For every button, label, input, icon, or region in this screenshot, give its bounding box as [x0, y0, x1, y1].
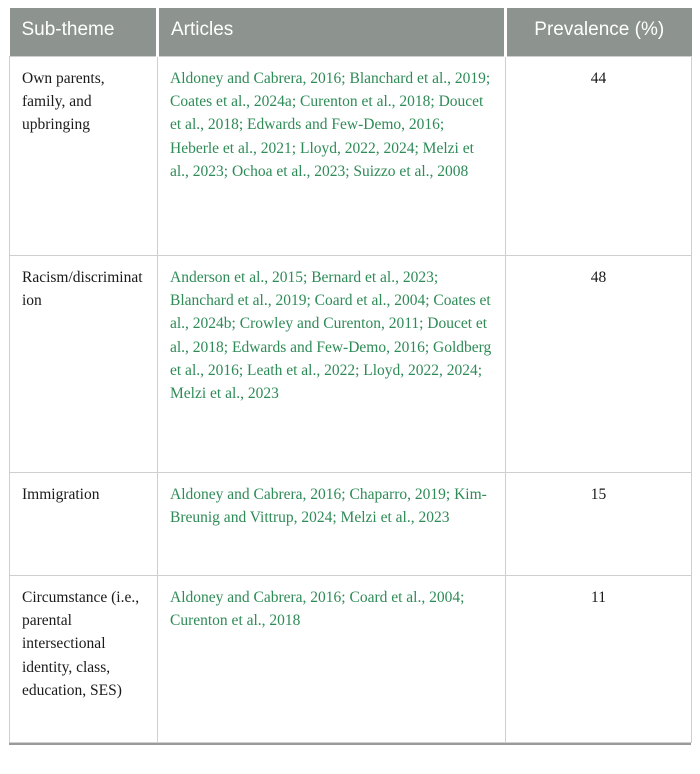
prevalence-cell: 48: [506, 255, 692, 472]
articles-cell: [158, 472, 506, 575]
table-header-row: [10, 8, 692, 56]
column-header-subtheme: Sub-theme: [10, 8, 158, 56]
articles-cell: [158, 255, 506, 472]
table-row: [10, 255, 692, 472]
articles-cell: [158, 575, 506, 742]
citation-links[interactable]: Aldoney and Cabrera, 2016; Coard et al., 2004; Curenton et al., 2018: [170, 588, 465, 629]
citation-links[interactable]: Anderson et al., 2015; Bernard et al., 2023; Blanchard et al., 2019; Coard et al., 2004; Coates et al., 2024b; Crowley and Curenton, 2011; Doucet et al., 2018; Edwards and Few-Demo, 2016; Goldberg et al., 2016; Leath et al., 2022; Lloyd, 2022, 2024; Melzi et al., 2023: [170, 268, 492, 402]
table-row: [10, 472, 692, 575]
subtheme-cell: Own parents, family, and upbringing: [10, 56, 158, 255]
prevalence-cell: 44: [506, 56, 692, 255]
subtheme-cell: Circumstance (i.e., parental intersectional identity, class, education, SES): [10, 575, 158, 742]
column-header-articles: Articles: [158, 8, 506, 56]
subtheme-cell: Racism/discrimination: [10, 255, 158, 472]
articles-cell: [158, 56, 506, 255]
subtheme-prevalence-table-frame: [9, 8, 691, 745]
subtheme-prevalence-table: [9, 8, 692, 743]
citation-links[interactable]: Aldoney and Cabrera, 2016; Chaparro, 2019; Kim-Breunig and Vittrup, 2024; Melzi et al., 2023: [170, 485, 487, 526]
column-header-prevalence: Prevalence (%): [506, 8, 692, 56]
prevalence-cell: 15: [506, 472, 692, 575]
prevalence-cell: 11: [506, 575, 692, 742]
citation-links[interactable]: Aldoney and Cabrera, 2016; Blanchard et al., 2019; Coates et al., 2024a; Curenton et al., 2018; Doucet et al., 2018; Edwards and Few-Demo, 2016; Heberle et al., 2021; Lloyd, 2022, 2024; Melzi et al., 2023; Ochoa et al., 2023; Suizzo et al., 2008: [170, 69, 491, 180]
table-row: [10, 575, 692, 742]
subtheme-cell: Immigration: [10, 472, 158, 575]
table-row: [10, 56, 692, 255]
